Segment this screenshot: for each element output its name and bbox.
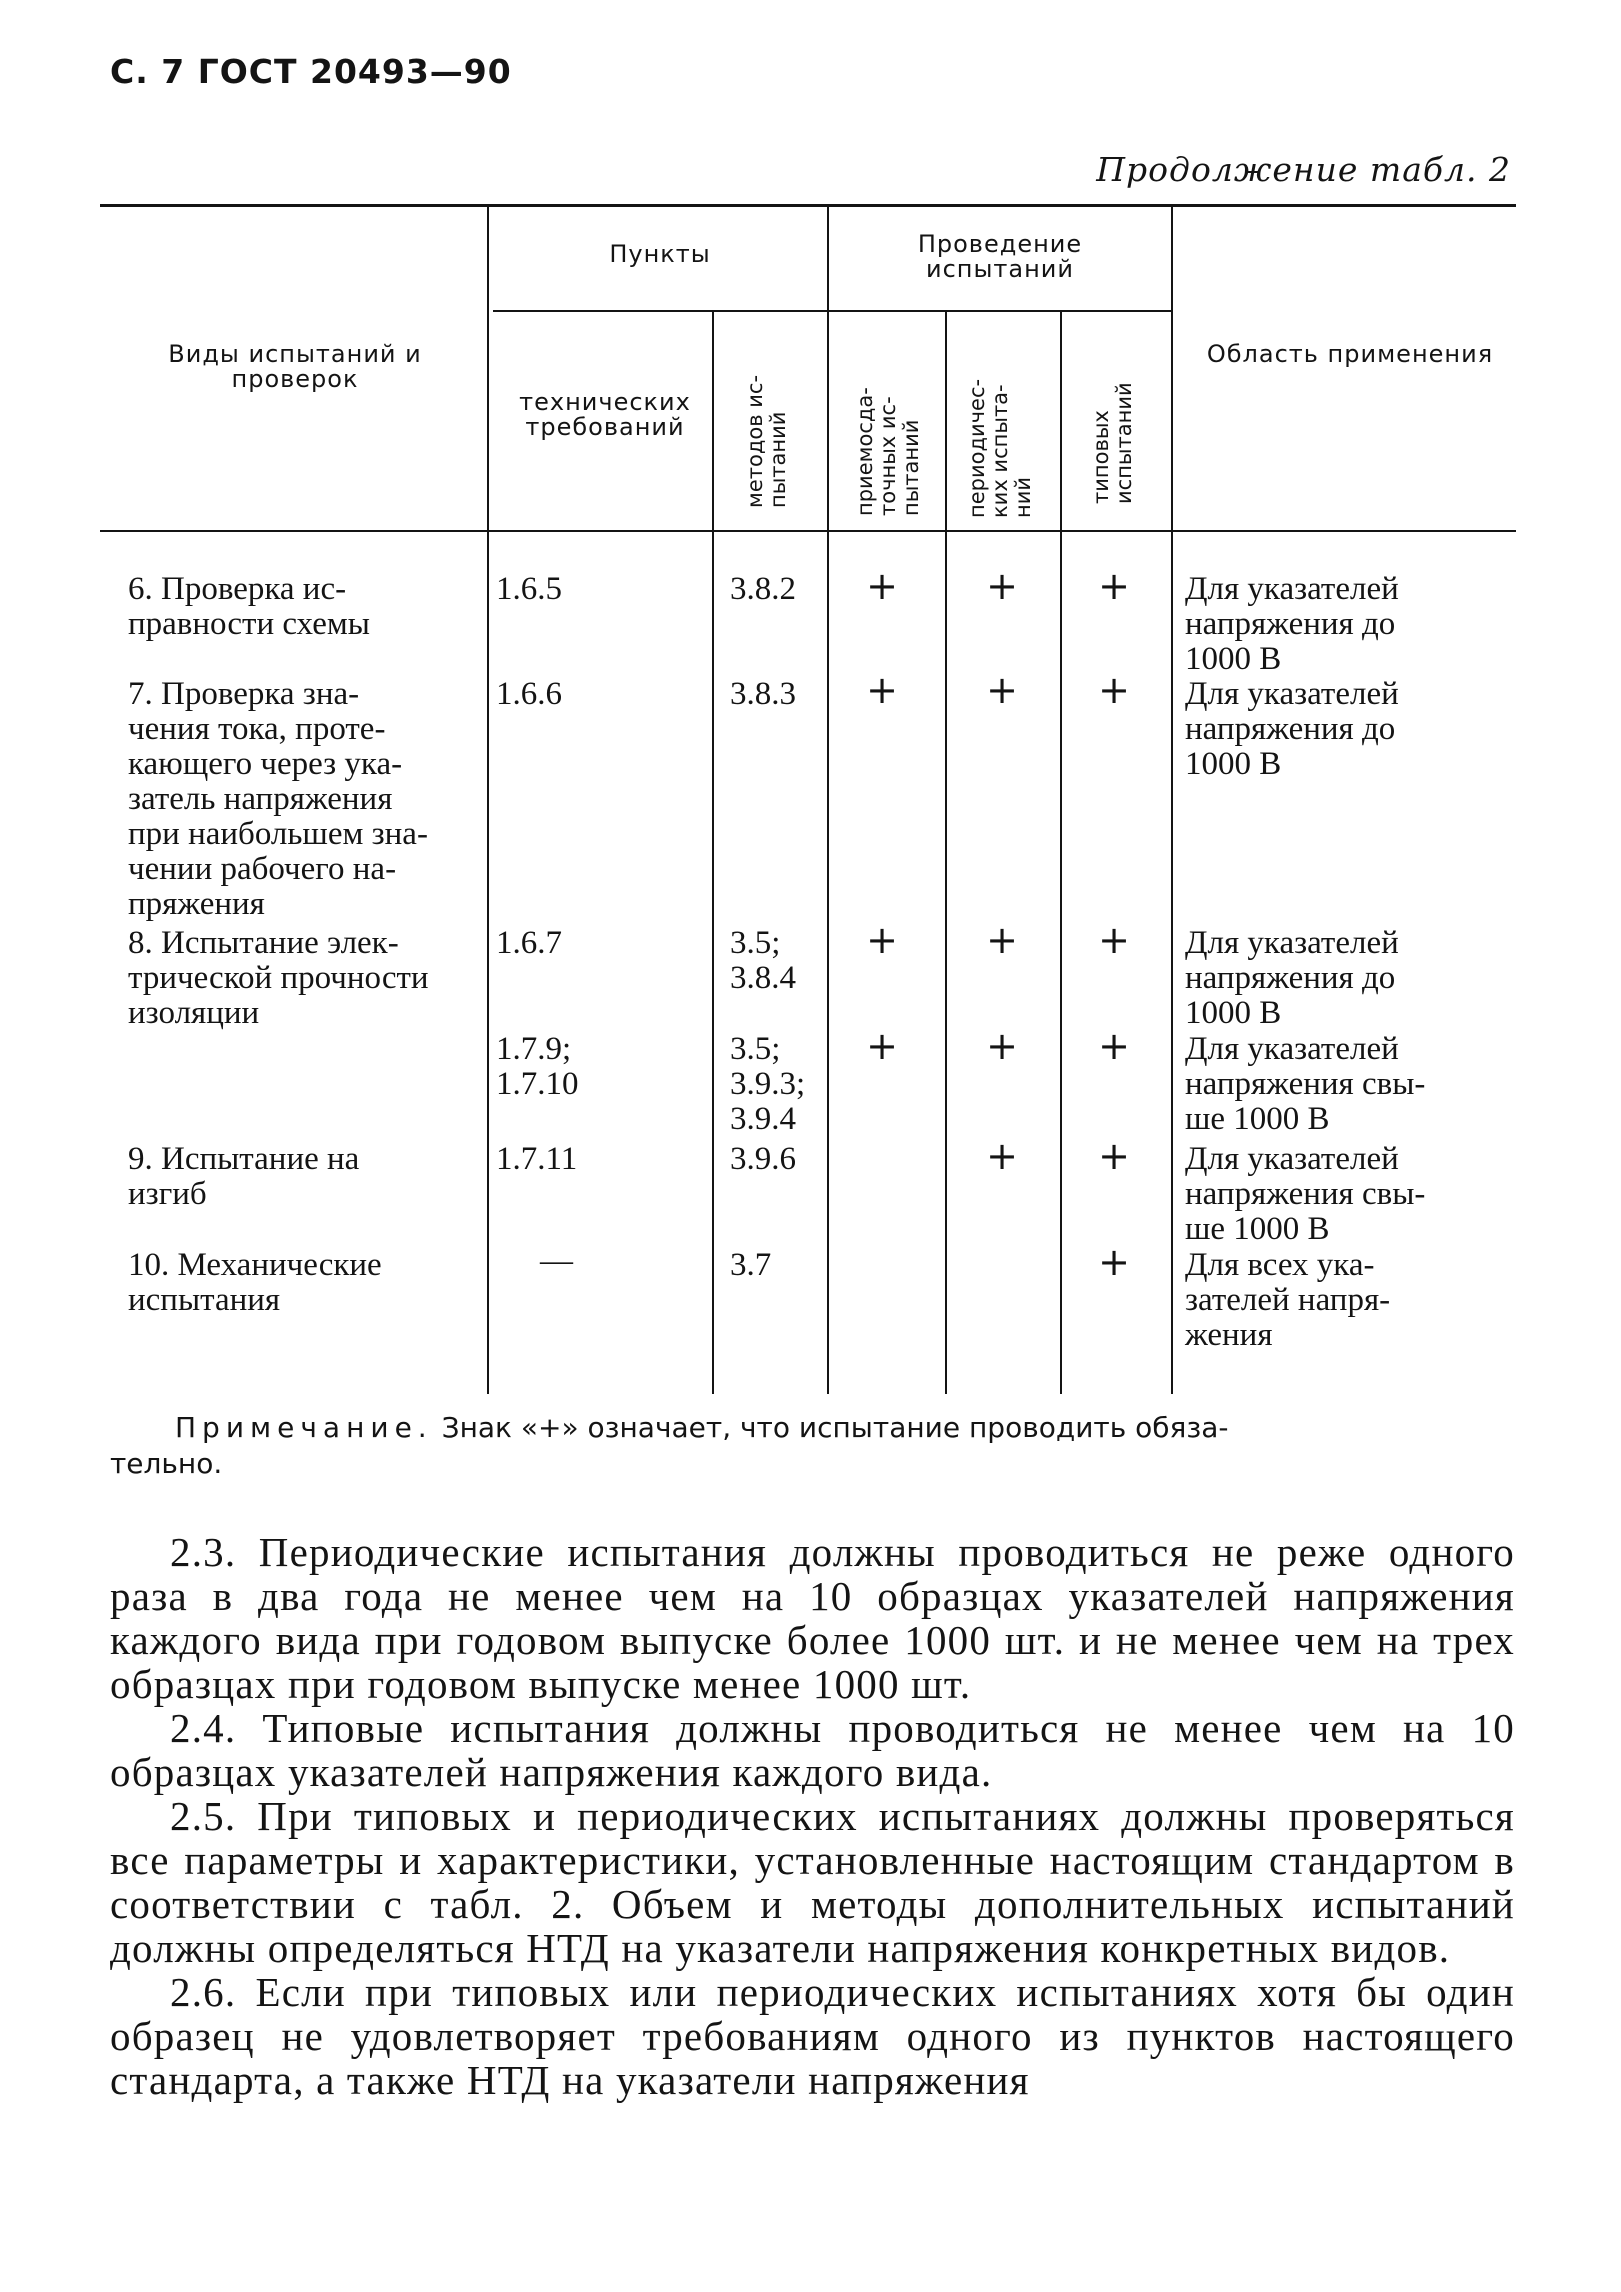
row-8-kind: 8. Испытание элек- трической прочности изоляции: [128, 925, 429, 1031]
col-header-tech-req: технических требований: [519, 388, 691, 441]
col-divider-4: [945, 312, 947, 1394]
header-bottom-rule: [100, 530, 1516, 532]
row-10-kind: 10. Механические испытания: [128, 1247, 382, 1318]
row-6-scope: Для указателей напряжения до 1000 В: [1185, 571, 1399, 677]
table-top-rule: [100, 204, 1516, 207]
table-continuation-label: Продолжение табл. 2: [1096, 150, 1511, 189]
row-8b-method: 3.5; 3.9.3; 3.9.4: [730, 1031, 806, 1137]
page-header: С. 7 ГОСТ 20493—90: [110, 52, 512, 91]
col-header-methods: методов ис- пытаний: [743, 374, 790, 508]
row-8b-type: +: [1098, 1024, 1130, 1068]
row-6-type: +: [1098, 564, 1130, 608]
row-8-method: 3.5; 3.8.4: [730, 925, 796, 996]
row-10-type: +: [1098, 1240, 1130, 1284]
col-header-points: Пункты: [609, 240, 711, 268]
col-divider-3: [827, 204, 829, 1394]
row-8-periodic: +: [986, 918, 1018, 962]
row-6-method: 3.8.2: [730, 571, 796, 607]
col-header-kind: Виды испытаний и проверок: [168, 340, 422, 393]
row-8b-periodic: +: [986, 1024, 1018, 1068]
col-header-periodic: периодичес- ких испыта- ний: [965, 378, 1035, 518]
row-7-periodic: +: [986, 668, 1018, 712]
row-6-kind: 6. Проверка ис- правности схемы: [128, 571, 370, 642]
table-note: [175, 1410, 1515, 1446]
row-7-tech: 1.6.6: [496, 676, 562, 712]
row-6-periodic: +: [986, 564, 1018, 608]
row-8-type: +: [1098, 918, 1130, 962]
row-7-kind: 7. Проверка зна- чения тока, проте- кающего через ука- затель напряжения при наибольшем зна- чении рабочего на- пряжения: [128, 676, 428, 922]
row-9-tech: 1.7.11: [496, 1141, 578, 1177]
row-6-tech: 1.6.5: [496, 571, 562, 607]
row-9-periodic: +: [986, 1134, 1018, 1178]
paragraph-2-5: 2.5. При типовых и периодических испытаниях должны проверяться все параметры и характеристики, установленные настоящим стандартом в соответствии с табл. 2. Объем и методы дополнительных испытаний должны определяться НТД на указатели напряжения конкретных видов.: [110, 1793, 1515, 1971]
row-7-scope: Для указателей напряжения до 1000 В: [1185, 676, 1399, 782]
header-sub-rule: [493, 310, 1171, 312]
col-header-scope: Область применения: [1206, 340, 1494, 368]
row-9-method: 3.9.6: [730, 1141, 796, 1177]
paragraph-2-4: 2.4. Типовые испытания должны проводиться не менее чем на 10 образцах указателей напряжения каждого вида.: [110, 1705, 1515, 1795]
col-header-type-tests: типовых испытаний: [1089, 382, 1136, 504]
row-10-method: 3.7: [730, 1247, 772, 1283]
row-9-scope: Для указателей напряжения свы- ше 1000 В: [1185, 1141, 1426, 1247]
row-8b-scope: Для указателей напряжения свы- ше 1000 В: [1185, 1031, 1426, 1137]
col-header-testing: Проведение испытаний: [917, 230, 1083, 283]
note-label: Примечание.: [175, 1411, 433, 1444]
row-8-tech: 1.6.7: [496, 925, 562, 961]
row-8-acceptance: +: [866, 918, 898, 962]
row-10-tech: —: [540, 1243, 573, 1279]
col-divider-5: [1060, 312, 1062, 1394]
row-9-kind: 9. Испытание на изгиб: [128, 1141, 360, 1212]
col-divider-2: [712, 312, 714, 1394]
row-8b-tech: 1.7.9; 1.7.10: [496, 1031, 579, 1102]
col-divider-6: [1171, 204, 1173, 1394]
row-7-type: +: [1098, 668, 1130, 712]
paragraph-2-3: 2.3. Периодические испытания должны проводиться не реже одного раза в два года не менее чем на 10 образцах указателей напряжения каждого вида при годовом выпуске более 1000 шт. и не менее чем на трех образцах при годовом выпуске менее 1000 шт.: [110, 1529, 1515, 1707]
paragraph-2-6: 2.6. Если при типовых или периодических испытаниях хотя бы один образец не удовлетворяет требованиям одного из пунктов настоящего стандарта, а также НТД на указатели напряжения: [110, 1969, 1515, 2103]
col-header-acceptance: приемосда- точных ис- пытаний: [853, 387, 923, 516]
tests-table: [100, 204, 1516, 1394]
row-7-acceptance: +: [866, 668, 898, 712]
row-6-acceptance: +: [866, 564, 898, 608]
note-tail: тельно.: [110, 1447, 223, 1480]
row-8-scope: Для указателей напряжения до 1000 В: [1185, 925, 1399, 1031]
note-text: Знак «+» означает, что испытание проводить обяза-: [432, 1411, 1229, 1444]
row-8b-acceptance: +: [866, 1024, 898, 1068]
row-7-method: 3.8.3: [730, 676, 796, 712]
row-10-scope: Для всех ука- зателей напря- жения: [1185, 1247, 1391, 1353]
row-9-type: +: [1098, 1134, 1130, 1178]
body-text: [110, 1530, 1515, 2102]
